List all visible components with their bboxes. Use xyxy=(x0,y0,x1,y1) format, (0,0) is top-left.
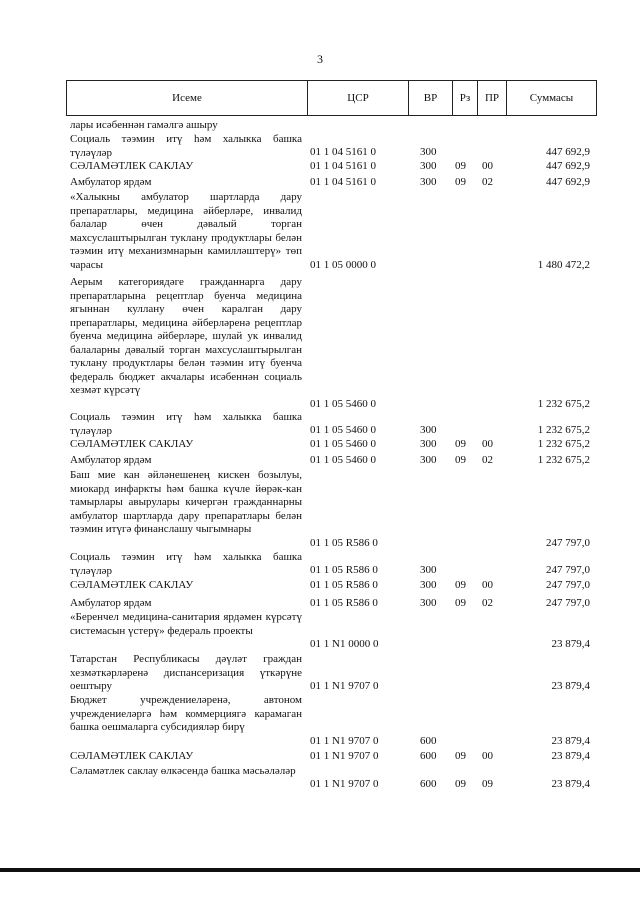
row-csr: 01 1 05 R586 0 xyxy=(310,564,378,576)
header-pr: ПР xyxy=(484,92,500,104)
row-sum: 1 232 675,2 xyxy=(537,424,590,436)
row-vr: 300 xyxy=(420,424,437,436)
row-sum: 247 797,0 xyxy=(546,564,590,576)
row-name: Аерым категориядәге гражданнарга дару препаратларына рецептлар буенча медицина ягыннан куллану өчен каралган дару препаратлары, медицина әйберләренә рецептлар буенча медицина әйберләре, шулай ук инвалид балаларны дәвалый торган махсуслаштырылган туклану продуктлары белән тәэмин итү буенча федераль бюджет акчалары исәбеннән социаль хезмәт күрсәтү xyxy=(70,276,302,396)
row-sum: 1 232 675,2 xyxy=(537,398,590,410)
row-csr: 01 1 05 5460 0 xyxy=(310,438,376,450)
row-sum: 1 232 675,2 xyxy=(537,438,590,450)
row-rz: 09 xyxy=(455,778,466,790)
row-vr: 300 xyxy=(420,438,437,450)
row-csr: 01 1 N1 9707 0 xyxy=(310,750,379,762)
row-csr: 01 1 05 0000 0 xyxy=(310,259,376,271)
row-name: Бюджет учреждениеләренә, автоном учреждениеләргә һәм коммерциягә карамаган башка оешмаларга субсидияләр бирү xyxy=(70,694,302,733)
row-rz: 09 xyxy=(455,597,466,609)
row-name: «Беренчел медицина-санитария ярдәмен күрсәтү системасын үстерү» федераль проекты xyxy=(70,611,302,637)
row-csr: 01 1 04 5161 0 xyxy=(310,176,376,188)
row-rz: 09 xyxy=(455,176,466,188)
row-vr: 300 xyxy=(420,454,437,466)
row-vr: 300 xyxy=(420,597,437,609)
row-vr: 600 xyxy=(420,778,437,790)
row-csr: 01 1 05 5460 0 xyxy=(310,454,376,466)
row-rz: 09 xyxy=(455,160,466,172)
row-name: Сәламәтлек саклау өлкәсендә башка мәсьәләләр xyxy=(70,765,296,777)
row-name: Татарстан Республикасы дәүләт граждан хезмәткәрләренә диспансеризация үткәрүне оештыру xyxy=(70,653,302,692)
header-name: Исеме xyxy=(172,92,202,104)
row-sum: 447 692,9 xyxy=(546,146,590,158)
row-sum: 447 692,9 xyxy=(546,160,590,172)
row-pr: 02 xyxy=(482,597,493,609)
row-vr: 300 xyxy=(420,176,437,188)
row-pr: 02 xyxy=(482,176,493,188)
row-rz: 09 xyxy=(455,454,466,466)
row-sum: 247 797,0 xyxy=(546,579,590,591)
row-pr: 00 xyxy=(482,579,493,591)
row-vr: 300 xyxy=(420,146,437,158)
row-name: СӘЛАМӘТЛЕК САКЛАУ xyxy=(70,579,194,591)
row-csr: 01 1 N1 9707 0 xyxy=(310,735,379,747)
header-csr: ЦСР xyxy=(347,92,369,104)
row-sum: 247 797,0 xyxy=(546,597,590,609)
header-rz: Рз xyxy=(459,92,471,104)
row-name: СӘЛАМӘТЛЕК САКЛАУ xyxy=(70,438,194,450)
row-rz: 09 xyxy=(455,438,466,450)
row-csr: 01 1 05 5460 0 xyxy=(310,398,376,410)
row-vr: 600 xyxy=(420,735,437,747)
row-sum: 23 879,4 xyxy=(551,750,590,762)
row-csr: 01 1 05 5460 0 xyxy=(310,424,376,436)
row-sum: 23 879,4 xyxy=(551,680,590,692)
header-sum: Суммасы xyxy=(529,92,574,104)
page-bottom-border xyxy=(0,868,640,872)
row-name: Амбулатор ярдәм xyxy=(70,454,152,466)
row-sum: 247 797,0 xyxy=(546,537,590,549)
row-name: «Халыкны амбулатор шартларда дару препаратлары, медицина әйберләре, инвалид балалар өчен дәвалый торган махсуслаштырылган туклану продуктлары белән тәэмин итү механизмнарын камилләштерү» төп чарасы xyxy=(70,191,302,271)
row-name: Баш мие кан әйләнешенең кискен бозылуы, миокард инфаркты һәм башка күчле йөрәк-кан тамырлары авырулары кичергән гражданнарны амбулатор шартларда дару препаратлары белән тәэмин итүгә финанслашу чыгымнары xyxy=(70,469,302,535)
table-header xyxy=(66,80,597,116)
row-pr: 00 xyxy=(482,438,493,450)
row-csr: 01 1 05 R586 0 xyxy=(310,579,378,591)
row-sum: 23 879,4 xyxy=(551,638,590,650)
row-csr: 01 1 04 5161 0 xyxy=(310,146,376,158)
row-csr: 01 1 04 5161 0 xyxy=(310,160,376,172)
row-sum: 1 232 675,2 xyxy=(537,454,590,466)
row-sum: 447 692,9 xyxy=(546,176,590,188)
row-name: лары исәбеннән гамәлгә ашыру xyxy=(70,119,218,131)
row-name: Социаль тәэмин итү һәм халыкка башка түләүләр xyxy=(70,133,302,159)
header-vr: ВР xyxy=(423,92,438,104)
row-name: Социаль тәэмин итү һәм халыкка башка түләүләр xyxy=(70,551,302,577)
row-vr: 300 xyxy=(420,564,437,576)
row-pr: 09 xyxy=(482,778,493,790)
row-sum: 23 879,4 xyxy=(551,778,590,790)
row-csr: 01 1 05 R586 0 xyxy=(310,597,378,609)
row-vr: 600 xyxy=(420,750,437,762)
row-vr: 300 xyxy=(420,160,437,172)
row-pr: 02 xyxy=(482,454,493,466)
row-sum: 23 879,4 xyxy=(551,735,590,747)
row-rz: 09 xyxy=(455,750,466,762)
row-csr: 01 1 05 R586 0 xyxy=(310,537,378,549)
row-name: Амбулатор ярдәм xyxy=(70,176,152,188)
row-csr: 01 1 N1 0000 0 xyxy=(310,638,379,650)
row-vr: 300 xyxy=(420,579,437,591)
row-name: Амбулатор ярдәм xyxy=(70,597,152,609)
row-pr: 00 xyxy=(482,750,493,762)
row-name: СӘЛАМӘТЛЕК САКЛАУ xyxy=(70,750,194,762)
row-name: СӘЛАМӘТЛЕК САКЛАУ xyxy=(70,160,194,172)
row-rz: 09 xyxy=(455,579,466,591)
page-number: 3 xyxy=(317,52,323,66)
row-csr: 01 1 N1 9707 0 xyxy=(310,680,379,692)
row-sum: 1 480 472,2 xyxy=(537,259,590,271)
row-name: Социаль тәэмин итү һәм халыкка башка түләүләр xyxy=(70,411,302,437)
row-pr: 00 xyxy=(482,160,493,172)
row-csr: 01 1 N1 9707 0 xyxy=(310,778,379,790)
